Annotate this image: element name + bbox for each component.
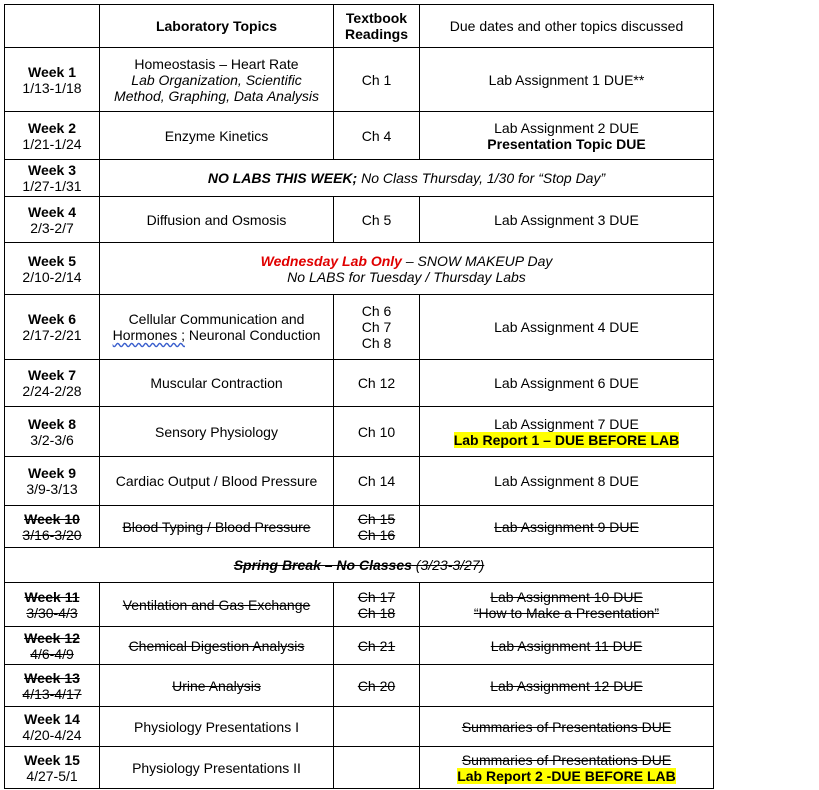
week-dates: 1/27-1/31 <box>22 178 82 194</box>
due-text: Lab Assignment 2 DUE <box>494 119 639 136</box>
week-cell <box>5 295 100 360</box>
due-cell: Lab Assignment 3 DUE <box>420 197 714 243</box>
topics-column-header: Laboratory Topics <box>100 5 334 48</box>
week-label: Week 3 <box>28 162 76 178</box>
week-label: Week 4 <box>28 203 76 220</box>
topic-cell: Blood Typing / Blood Pressure <box>100 506 334 548</box>
due-cell: Summaries of Presentations DUE <box>420 707 714 747</box>
topic-cell <box>100 295 334 360</box>
week-label: Week 14 <box>24 710 80 727</box>
merged-note-cell <box>100 160 714 197</box>
reading-cell: Ch 21 <box>334 627 420 665</box>
week-dates: 4/20-4/24 <box>22 726 82 743</box>
reading-cell: Ch 4 <box>334 112 420 160</box>
reading-text: Ch 18 <box>357 604 396 621</box>
merged-note-cell <box>100 243 714 295</box>
table-row <box>5 747 714 789</box>
due-cell: Lab Assignment 8 DUE <box>420 457 714 506</box>
table-row <box>5 112 714 160</box>
note-bold-text: Spring Break – No Classes <box>233 557 412 573</box>
highlighted-due-text: Lab Report 2 -DUE BEFORE LAB <box>457 767 676 784</box>
due-column-header: Due dates and other topics discussed <box>420 5 714 48</box>
reading-cell: Ch 10 <box>334 407 420 457</box>
table-row <box>5 360 714 407</box>
topic-cell: Enzyme Kinetics <box>100 112 334 160</box>
topic-cell: Sensory Physiology <box>100 407 334 457</box>
note-text: (3/23-3/27) <box>411 557 485 573</box>
week-label: Week 12 <box>24 629 80 646</box>
week-dates: 3/30-4/3 <box>26 604 78 621</box>
reading-cell <box>334 707 420 747</box>
week-cell <box>5 160 100 197</box>
reading-cell: Ch 14 <box>334 457 420 506</box>
week-label: Week 5 <box>28 252 76 269</box>
week-label: Week 13 <box>24 669 80 686</box>
week-cell <box>5 506 100 548</box>
week-dates: 1/21-1/24 <box>22 135 82 152</box>
week-label: Week 7 <box>28 367 76 383</box>
week-label: Week 9 <box>28 465 76 481</box>
week-dates: 3/16-3/20 <box>22 526 82 543</box>
topic-cell <box>100 48 334 112</box>
topic-text: Neuronal Conduction <box>184 327 321 343</box>
due-cell <box>420 112 714 160</box>
topic-subtext: Method, Graphing, Data Analysis <box>114 87 319 104</box>
week-dates: 3/9-3/13 <box>26 481 78 497</box>
topic-subtext: Lab Organization, Scientific <box>131 71 302 88</box>
reading-cell: Ch 12 <box>334 360 420 407</box>
due-cell <box>420 747 714 789</box>
highlighted-due-text: Lab Report 1 – DUE BEFORE LAB <box>453 431 680 448</box>
readings-header-line1: Textbook <box>345 10 408 26</box>
due-cell: Lab Assignment 12 DUE <box>420 665 714 707</box>
week-cell <box>5 583 100 627</box>
week-dates: 1/13-1/18 <box>22 79 82 96</box>
week-label: Week 2 <box>28 119 76 136</box>
reading-text: Ch 6 <box>361 303 392 319</box>
week-column-header <box>5 5 100 48</box>
week-dates: 2/24-2/28 <box>22 383 82 399</box>
table-row <box>5 160 714 197</box>
readings-column-header <box>334 5 420 48</box>
week-dates: 4/13-4/17 <box>22 685 82 702</box>
reading-cell <box>334 295 420 360</box>
due-text: Lab Assignment 7 DUE <box>494 415 639 432</box>
note-text: – SNOW MAKEUP Day <box>401 252 553 269</box>
table-row <box>5 197 714 243</box>
week-cell <box>5 360 100 407</box>
merged-note-cell <box>5 548 714 583</box>
week-cell <box>5 707 100 747</box>
week-label: Week 6 <box>28 311 76 327</box>
topic-cell: Urine Analysis <box>100 665 334 707</box>
table-row <box>5 707 714 747</box>
topic-cell: Physiology Presentations I <box>100 707 334 747</box>
topic-cell: Diffusion and Osmosis <box>100 197 334 243</box>
due-cell: Lab Assignment 1 DUE** <box>420 48 714 112</box>
week-dates: 2/3-2/7 <box>30 219 74 236</box>
table-row <box>5 627 714 665</box>
reading-cell <box>334 506 420 548</box>
due-cell: Lab Assignment 9 DUE <box>420 506 714 548</box>
week-cell <box>5 112 100 160</box>
topic-cell: Chemical Digestion Analysis <box>100 627 334 665</box>
week-dates: 4/27-5/1 <box>26 767 78 784</box>
week-label: Week 15 <box>24 751 80 768</box>
reading-text: Ch 7 <box>361 319 392 335</box>
reading-cell: Ch 1 <box>334 48 420 112</box>
reading-cell <box>334 583 420 627</box>
topic-cell: Physiology Presentations II <box>100 747 334 789</box>
due-text: “How to Make a Presentation” <box>473 604 660 621</box>
note-text-line2: No LABS for Tuesday / Thursday Labs <box>287 268 526 285</box>
week-dates: 2/10-2/14 <box>22 268 82 285</box>
week-label: Week 8 <box>28 415 76 432</box>
due-text: Lab Assignment 10 DUE <box>490 588 643 605</box>
due-cell: Lab Assignment 6 DUE <box>420 360 714 407</box>
table-row <box>5 506 714 548</box>
topic-text: Cellular Communication and <box>128 311 305 327</box>
due-cell <box>420 583 714 627</box>
due-text: Summaries of Presentations DUE <box>461 751 672 768</box>
topic-cell: Ventilation and Gas Exchange <box>100 583 334 627</box>
week-cell <box>5 747 100 789</box>
week-cell <box>5 457 100 506</box>
due-cell <box>420 407 714 457</box>
topic-text: Homeostasis – Heart Rate <box>134 55 299 72</box>
reading-text: Ch 17 <box>357 588 396 605</box>
table-row <box>5 665 714 707</box>
week-label: Week 10 <box>24 510 80 527</box>
week-cell <box>5 665 100 707</box>
reading-text: Ch 16 <box>357 526 396 543</box>
topic-cell: Cardiac Output / Blood Pressure <box>100 457 334 506</box>
table-row <box>5 295 714 360</box>
week-label: Week 1 <box>28 63 76 80</box>
week-cell <box>5 627 100 665</box>
table-row <box>5 407 714 457</box>
reading-cell: Ch 5 <box>334 197 420 243</box>
reading-text: Ch 8 <box>361 335 392 351</box>
week-dates: 3/2-3/6 <box>30 431 74 448</box>
spring-break-row <box>5 548 714 583</box>
reading-cell <box>334 747 420 789</box>
header-row <box>5 5 714 48</box>
week-cell <box>5 407 100 457</box>
note-bold-text: NO LABS THIS WEEK; <box>207 170 358 186</box>
topic-cell: Muscular Contraction <box>100 360 334 407</box>
table-row <box>5 457 714 506</box>
week-dates: 2/17-2/21 <box>22 327 82 343</box>
due-text: Presentation Topic DUE <box>487 135 646 152</box>
due-cell: Lab Assignment 4 DUE <box>420 295 714 360</box>
week-cell <box>5 243 100 295</box>
week-label: Week 11 <box>24 588 80 605</box>
reading-text: Ch 15 <box>357 510 396 527</box>
note-red-text: Wednesday Lab Only <box>260 252 402 269</box>
reading-cell: Ch 20 <box>334 665 420 707</box>
week-cell <box>5 48 100 112</box>
table-row <box>5 243 714 295</box>
readings-header-line2: Readings <box>344 26 408 42</box>
lab-schedule-table <box>4 4 714 789</box>
table-row <box>5 583 714 627</box>
week-cell <box>5 197 100 243</box>
week-dates: 4/6-4/9 <box>30 645 74 662</box>
table-row <box>5 48 714 112</box>
topic-text-flagged: Hormones ; <box>112 327 185 343</box>
due-cell: Lab Assignment 11 DUE <box>420 627 714 665</box>
note-text: No Class Thursday, 1/30 for “Stop Day” <box>357 170 606 186</box>
